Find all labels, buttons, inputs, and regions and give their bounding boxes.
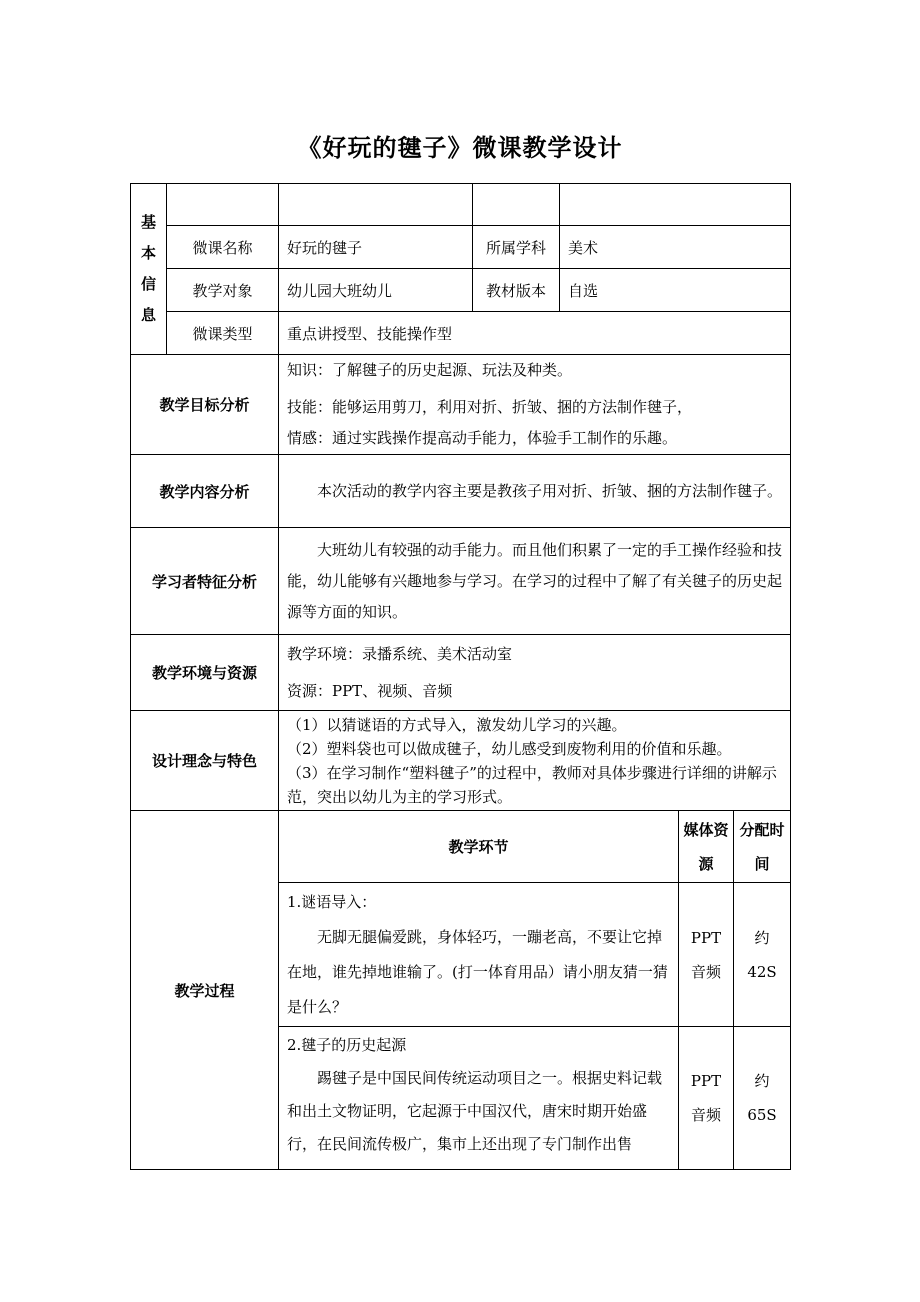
step-header: 教学环节 — [279, 811, 679, 883]
goals-knowledge: 知识：了解毽子的历史起源、玩法及种类。 — [287, 361, 573, 379]
media-header: 媒体资源 — [679, 811, 734, 883]
subject-label: 所属学科 — [473, 226, 560, 269]
page-title: 《好玩的毽子》微课教学设计 — [297, 134, 623, 162]
time-value: 42S — [747, 962, 777, 981]
step-2-content — [279, 1027, 679, 1170]
step-text: 踢毽子是中国民间传统运动项目之一。根据史料记载和出土文物证明，它起源于中国汉代，唐宋时期开始盛行，在民间流传极广，集市上还出现了专门制作出售 — [287, 1069, 663, 1153]
empty-cell — [560, 184, 791, 226]
goals-content — [279, 355, 791, 455]
time-prefix: 约 — [754, 1072, 770, 1090]
process-label: 教学过程 — [131, 811, 279, 1170]
lesson-name-value: 好玩的毽子 — [279, 226, 473, 269]
design-point: （1）以猜谜语的方式导入，激发幼儿学习的兴趣。 — [287, 715, 627, 734]
basic-info-char: 信 — [140, 275, 156, 293]
learners-text: 大班幼儿有较强的动手能力。而且他们积累了一定的手工操作经验和技能，幼儿能够有兴趣地参与学习。在学习的过程中了解了有关毽子的历史起源等方面的知识。 — [279, 528, 791, 635]
basic-info-char: 本 — [140, 244, 156, 262]
resources-line: 资源：PPT、视频、音频 — [287, 681, 453, 700]
step-title: 1.谜语导入： — [287, 892, 377, 911]
step-title: 2.毽子的历史起源 — [287, 1036, 407, 1054]
time-prefix: 约 — [754, 928, 770, 947]
design-point: （2）塑料袋也可以做成毽子，幼儿感受到废物利用的价值和乐趣。 — [287, 739, 732, 758]
basic-info-char: 基 — [140, 213, 156, 231]
design-point: （3）在学习制作“塑料毽子”的过程中，教师对具体步骤进行详细的讲解示范，突出以幼儿为主的学习形式。 — [287, 763, 777, 806]
media-item: 音频 — [690, 962, 721, 981]
environment-label: 教学环境与资源 — [131, 635, 279, 711]
lesson-type-label: 微课类型 — [167, 312, 279, 355]
step-text: 无脚无腿偏爱跳，身体轻巧，一蹦老高，不要让它掉在地，谁先掉地谁输了。(打一体育用品）请小朋友猜一猜是什么？ — [287, 927, 668, 1016]
learners-label: 学习者特征分析 — [131, 528, 279, 635]
step-2-media — [679, 1027, 734, 1170]
goals-skill: 技能：能够运用剪刀，利用对折、折皱、捆的方法制作毽子， — [287, 398, 693, 416]
content-text: 本次活动的教学内容主要是教孩子用对折、折皱、捆的方法制作毽子。 — [279, 455, 791, 528]
empty-cell — [473, 184, 560, 226]
empty-cell — [279, 184, 473, 226]
media-item: 音频 — [690, 1106, 721, 1124]
step-2-time — [734, 1027, 791, 1170]
audience-value: 幼儿园大班幼儿 — [279, 269, 473, 312]
lesson-name-label: 微课名称 — [167, 226, 279, 269]
edition-label: 教材版本 — [473, 269, 560, 312]
design-content — [279, 711, 791, 811]
step-1-content — [279, 883, 679, 1027]
basic-info-char: 息 — [140, 306, 156, 324]
step-1-media — [679, 883, 734, 1027]
environment-content — [279, 635, 791, 711]
time-value: 65S — [747, 1106, 777, 1124]
empty-cell — [167, 184, 279, 226]
lesson-type-value: 重点讲授型、技能操作型 — [279, 312, 791, 355]
audience-label: 教学对象 — [167, 269, 279, 312]
lesson-design-table — [130, 183, 791, 1170]
step-1-time — [734, 883, 791, 1027]
content-label: 教学内容分析 — [131, 455, 279, 528]
environment-line: 教学环境：录播系统、美术活动室 — [287, 644, 513, 663]
goals-emotion: 情感：通过实践操作提高动手能力，体验手工制作的乐趣。 — [287, 429, 678, 447]
goals-label: 教学目标分析 — [131, 355, 279, 455]
edition-value: 自选 — [560, 269, 791, 312]
time-header: 分配时间 — [734, 811, 791, 883]
design-label: 设计理念与特色 — [131, 711, 279, 811]
basic-info-label — [131, 184, 167, 355]
media-item: PPT — [690, 928, 722, 947]
subject-value: 美术 — [560, 226, 791, 269]
media-item: PPT — [690, 1072, 722, 1090]
